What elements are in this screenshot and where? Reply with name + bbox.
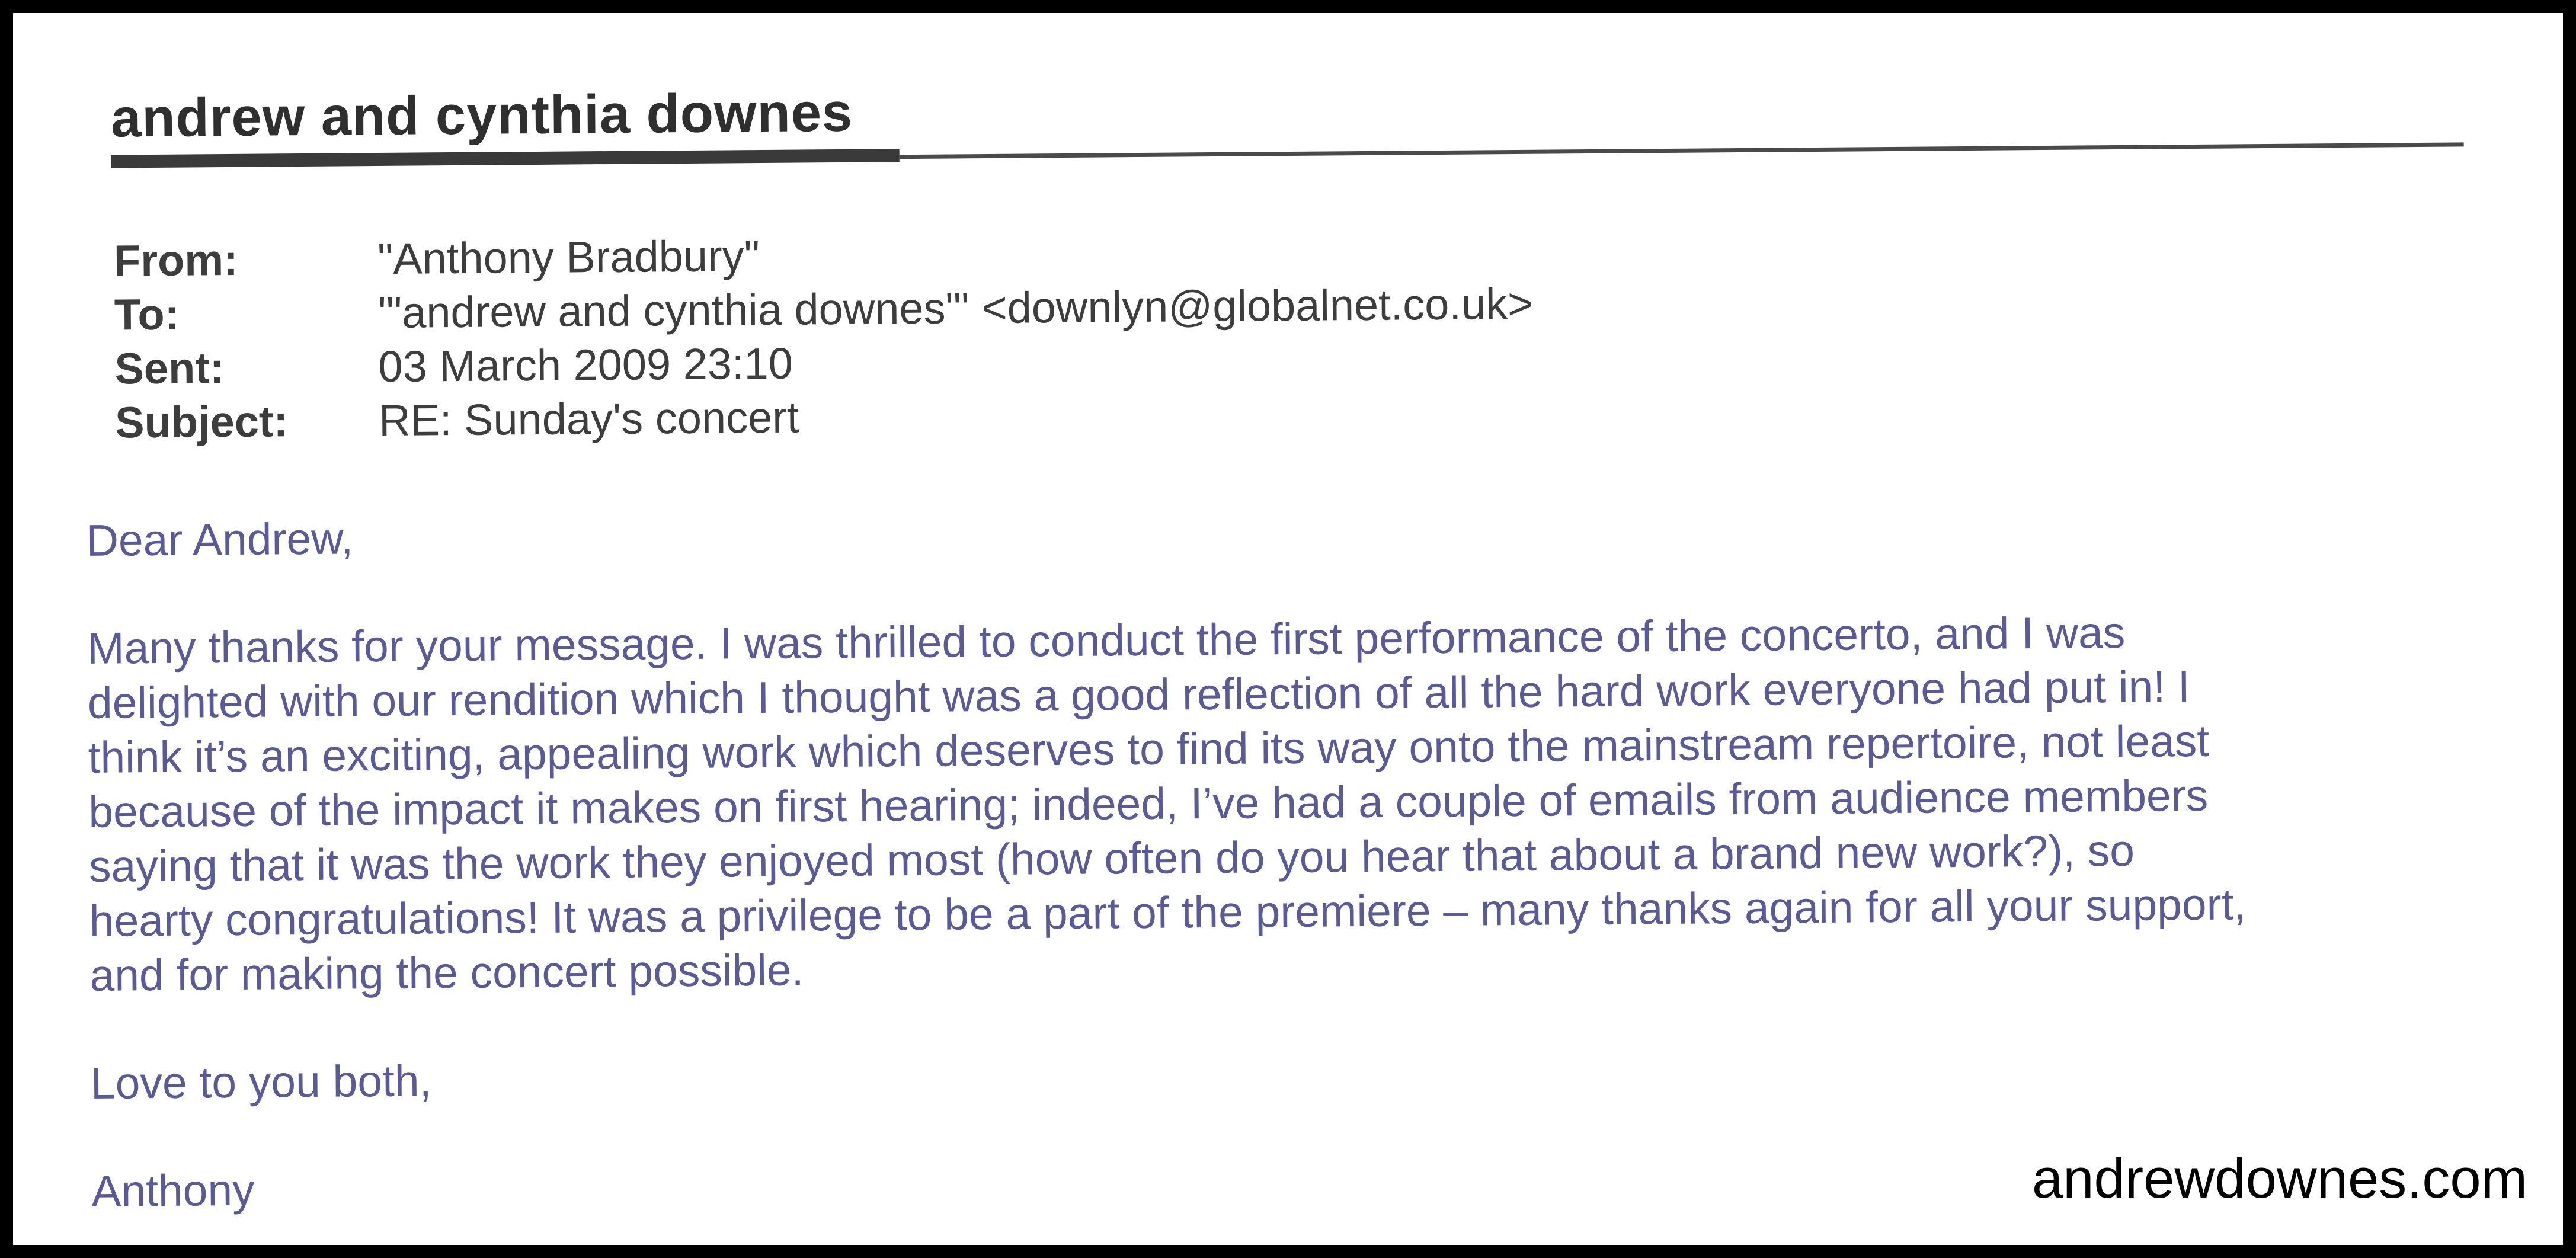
- greeting: Dear Andrew,: [86, 513, 354, 565]
- closing-line: Love to you both,: [90, 1055, 432, 1108]
- header-row-sent: [114, 338, 793, 398]
- heading-block: [111, 63, 2464, 170]
- scanned-email-page: [13, 13, 2563, 1245]
- document-frame: [13, 13, 2563, 1245]
- paragraph-line: Many thanks for your message. I was thrilled to conduct the first performance of the concerto, and I was: [87, 607, 2126, 673]
- heading-underline-thick: [111, 149, 900, 168]
- header-value-sent: 03 March 2009 23:10: [378, 338, 793, 392]
- header-value-to: '"andrew and cynthia downes"' <downlyn@globalnet.co.uk>: [377, 279, 1534, 338]
- paragraph-line: saying that it was the work they enjoyed most (how often do you hear that about a brand new work?), so: [88, 825, 2135, 891]
- sender-name-heading: andrew and cynthia downes: [110, 82, 853, 149]
- heading-rule-thin: [900, 142, 2464, 159]
- paragraph-line: and for making the concert possible.: [89, 945, 804, 1000]
- signature: Anthony: [91, 1164, 255, 1216]
- paragraph-line: because of the impact it makes on first hearing; indeed, I’ve had a couple of emails from audience members: [88, 770, 2209, 837]
- header-row-subject: [114, 392, 799, 452]
- paragraph-line: hearty congratulations! It was a privilege to be a part of the premiere – many thanks again for all your support,: [89, 879, 2247, 946]
- website-watermark: andrewdownes.com: [2032, 1147, 2527, 1209]
- header-label-subject: Subject:: [114, 396, 289, 447]
- header-label-to: To:: [114, 289, 180, 340]
- header-value-from: "Anthony Bradbury": [377, 231, 760, 284]
- header-label-from: From:: [113, 235, 239, 286]
- paragraph-line: delighted with our rendition which I thought was a good reflection of all the hard work everyone had put in! I: [87, 661, 2191, 728]
- paragraph-line: think it’s an exciting, appealing work which deserves to find its way onto the mainstream repertoire, not least: [88, 715, 2210, 782]
- email-body: [86, 494, 2479, 1218]
- header-value-subject: RE: Sunday's concert: [378, 392, 799, 446]
- header-label-sent: Sent:: [114, 343, 225, 393]
- email-headers: [113, 231, 1534, 452]
